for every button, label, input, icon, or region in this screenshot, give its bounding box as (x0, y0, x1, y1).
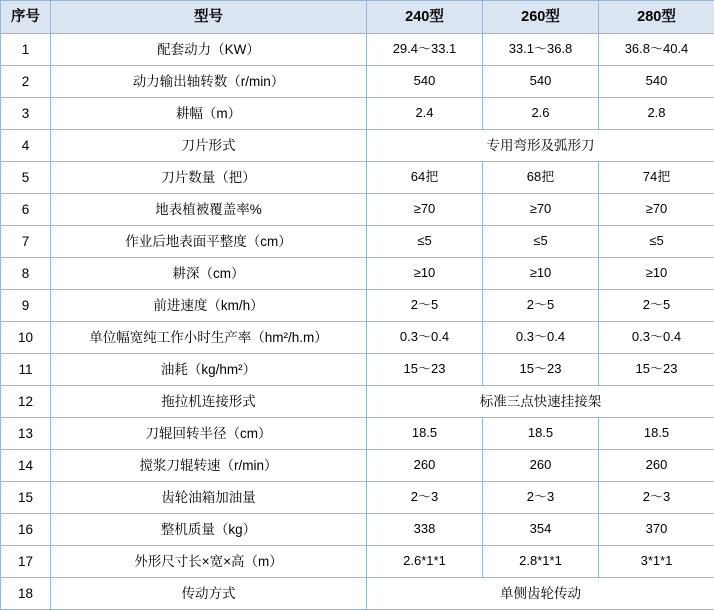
row-value: 64把 (367, 162, 483, 194)
row-parameter-name: 油耗（kg/hm²） (51, 354, 367, 386)
row-value: 2.6 (483, 98, 599, 130)
row-value: 18.5 (367, 418, 483, 450)
column-header-index: 序号 (1, 1, 51, 34)
row-value-merged: 专用弯形及弧形刀 (367, 130, 714, 162)
table-row (1, 98, 714, 130)
row-value: ≤5 (599, 226, 714, 258)
table-row (1, 482, 714, 514)
row-index: 12 (1, 386, 51, 418)
row-value: 2～5 (483, 290, 599, 322)
row-index: 6 (1, 194, 51, 226)
row-value: 0.3～0.4 (367, 322, 483, 354)
row-value-merged: 标准三点快速挂接架 (367, 386, 714, 418)
row-value: 0.3～0.4 (599, 322, 714, 354)
row-index: 5 (1, 162, 51, 194)
row-index: 15 (1, 482, 51, 514)
row-parameter-name: 整机质量（kg） (51, 514, 367, 546)
row-value: ≥70 (483, 194, 599, 226)
row-value: 540 (599, 66, 714, 98)
row-value: 29.4～33.1 (367, 34, 483, 66)
row-value: 354 (483, 514, 599, 546)
table-row (1, 546, 714, 578)
table-row (1, 194, 714, 226)
row-value: 260 (599, 450, 714, 482)
row-value: ≥10 (599, 258, 714, 290)
table-row (1, 290, 714, 322)
row-value: 74把 (599, 162, 714, 194)
row-value: ≥10 (483, 258, 599, 290)
table-row (1, 322, 714, 354)
row-value: 18.5 (483, 418, 599, 450)
row-value: 3*1*1 (599, 546, 714, 578)
row-value: ≤5 (367, 226, 483, 258)
row-parameter-name: 耕幅（m） (51, 98, 367, 130)
row-index: 10 (1, 322, 51, 354)
row-parameter-name: 配套动力（KW） (51, 34, 367, 66)
row-parameter-name: 单位幅宽纯工作小时生产率（hm²/h.m） (51, 322, 367, 354)
column-header-260: 260型 (483, 1, 599, 34)
row-index: 13 (1, 418, 51, 450)
row-index: 8 (1, 258, 51, 290)
table-row (1, 578, 714, 610)
row-index: 1 (1, 34, 51, 66)
row-value: 2～5 (599, 290, 714, 322)
row-index: 14 (1, 450, 51, 482)
column-header-240: 240型 (367, 1, 483, 34)
table-row (1, 386, 714, 418)
row-value: 15～23 (483, 354, 599, 386)
table-row (1, 258, 714, 290)
row-index: 2 (1, 66, 51, 98)
row-parameter-name: 动力输出轴转数（r/min） (51, 66, 367, 98)
table-row (1, 514, 714, 546)
row-value: 260 (367, 450, 483, 482)
table-row (1, 418, 714, 450)
row-value: 260 (483, 450, 599, 482)
row-value: 0.3～0.4 (483, 322, 599, 354)
table-row (1, 162, 714, 194)
row-index: 4 (1, 130, 51, 162)
row-parameter-name: 外形尺寸长×宽×高（m） (51, 546, 367, 578)
row-value: 18.5 (599, 418, 714, 450)
row-value: 338 (367, 514, 483, 546)
table-row (1, 354, 714, 386)
row-parameter-name: 刀片数量（把） (51, 162, 367, 194)
row-value: 15～23 (599, 354, 714, 386)
row-value: ≤5 (483, 226, 599, 258)
row-parameter-name: 地表植被覆盖率% (51, 194, 367, 226)
row-value: 2～3 (367, 482, 483, 514)
row-parameter-name: 搅浆刀辊转速（r/min） (51, 450, 367, 482)
row-value-merged: 单侧齿轮传动 (367, 578, 714, 610)
row-value: 68把 (483, 162, 599, 194)
column-header-280: 280型 (599, 1, 714, 34)
table-body (1, 34, 714, 610)
table-row (1, 450, 714, 482)
row-index: 16 (1, 514, 51, 546)
row-parameter-name: 作业后地表面平整度（cm） (51, 226, 367, 258)
row-value: 33.1～36.8 (483, 34, 599, 66)
row-parameter-name: 刀辊回转半径（cm） (51, 418, 367, 450)
row-value: ≥70 (367, 194, 483, 226)
table-row (1, 34, 714, 66)
table-row (1, 66, 714, 98)
row-parameter-name: 前进速度（km/h） (51, 290, 367, 322)
row-value: 2～3 (599, 482, 714, 514)
row-value: 2～3 (483, 482, 599, 514)
row-parameter-name: 拖拉机连接形式 (51, 386, 367, 418)
row-index: 17 (1, 546, 51, 578)
row-value: 2～5 (367, 290, 483, 322)
row-value: 2.6*1*1 (367, 546, 483, 578)
table-row (1, 130, 714, 162)
row-parameter-name: 齿轮油箱加油量 (51, 482, 367, 514)
table-row (1, 226, 714, 258)
row-value: ≥70 (599, 194, 714, 226)
row-index: 3 (1, 98, 51, 130)
table-header-row (1, 1, 714, 34)
row-index: 9 (1, 290, 51, 322)
column-header-model: 型号 (51, 1, 367, 34)
row-value: 540 (367, 66, 483, 98)
row-value: 370 (599, 514, 714, 546)
row-parameter-name: 刀片形式 (51, 130, 367, 162)
row-value: 2.4 (367, 98, 483, 130)
row-value: ≥10 (367, 258, 483, 290)
row-value: 2.8 (599, 98, 714, 130)
row-index: 7 (1, 226, 51, 258)
row-index: 18 (1, 578, 51, 610)
row-parameter-name: 传动方式 (51, 578, 367, 610)
row-parameter-name: 耕深（cm） (51, 258, 367, 290)
row-value: 15～23 (367, 354, 483, 386)
row-value: 540 (483, 66, 599, 98)
row-value: 2.8*1*1 (483, 546, 599, 578)
row-value: 36.8～40.4 (599, 34, 714, 66)
row-index: 11 (1, 354, 51, 386)
